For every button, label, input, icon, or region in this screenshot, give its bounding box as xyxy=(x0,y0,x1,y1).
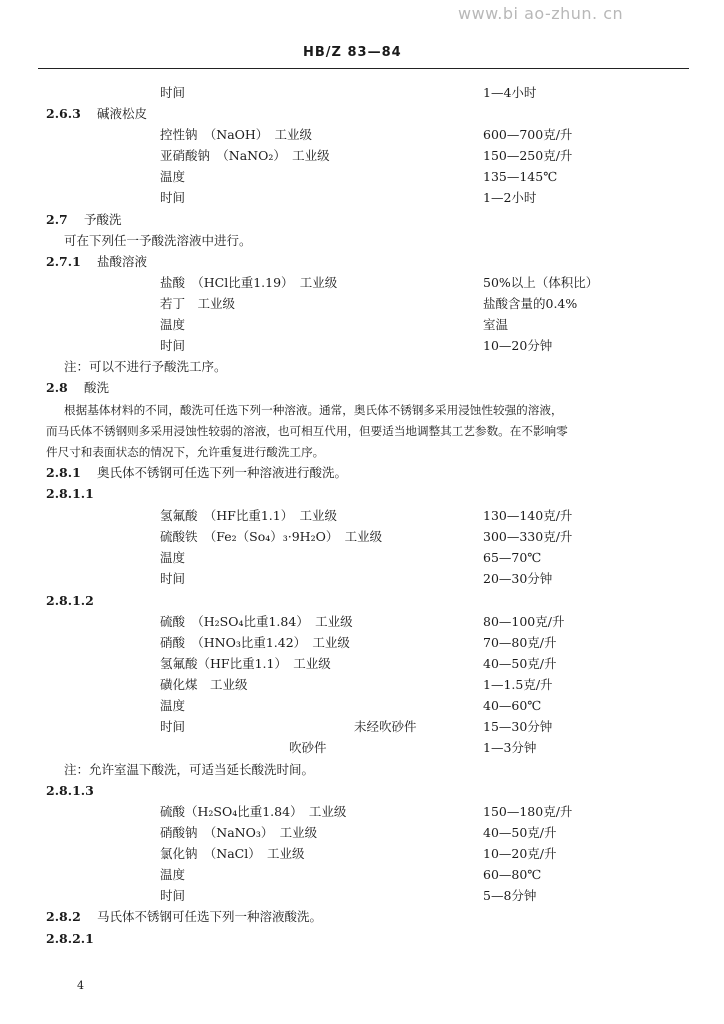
row-2-left: 控性钠 （NaOH） 工业级 xyxy=(160,127,313,142)
standard-code-header: HB/Z 83—84 xyxy=(303,45,402,60)
row-4-left: 温度 xyxy=(160,169,186,184)
section-2-8-1-2-number: 2.8.1.2 xyxy=(46,593,94,608)
row-21-right: 300—330克/升 xyxy=(483,529,573,544)
row-9-left: 盐酸 （HCl比重1.19） 工业级 xyxy=(160,275,338,290)
section-2-7-1-title: 盐酸溶液 xyxy=(97,254,148,269)
section-2-8-1-title: 奥氏体不锈钢可任选下列一种溶液进行酸洗。 xyxy=(97,465,348,480)
row-5-left: 时间 xyxy=(160,190,186,205)
section-2-6-3-title: 碱液松皮 xyxy=(97,106,148,121)
row-10-left: 若丁 工业级 xyxy=(160,296,236,311)
row-12-left: 时间 xyxy=(160,338,186,353)
section-2-8-title: 酸洗 xyxy=(84,380,110,395)
row-30-left: 时间 xyxy=(160,719,186,734)
paragraph-line-3: 件尺寸和表面状态的情况下，允许重复进行酸洗工序。 xyxy=(46,445,325,459)
row-34-left: 硫酸（H₂SO₄比重1.84） 工业级 xyxy=(160,804,347,819)
row-37-left: 温度 xyxy=(160,867,186,882)
watermark-text: www.bi ao-zhun. cn xyxy=(458,4,624,23)
section-2-7-title: 予酸洗 xyxy=(84,212,122,227)
row-0-right: 1—4小时 xyxy=(483,85,537,100)
row-31-mid: 吹砂件 xyxy=(289,740,327,755)
row-36-left: 氯化钠 （NaCl） 工业级 xyxy=(160,846,305,861)
row-20-right: 130—140克/升 xyxy=(483,508,573,523)
row-23-right: 20—30分钟 xyxy=(483,571,553,586)
section-2-8-2-number: 2.8.2 xyxy=(46,909,81,924)
note-1: 注：可以不进行予酸洗工序。 xyxy=(64,359,227,374)
row-38-right: 5—8分钟 xyxy=(483,888,537,903)
row-34-right: 150—180克/升 xyxy=(483,804,573,819)
row-30-right: 15—30分钟 xyxy=(483,719,553,734)
section-2-8-number: 2.8 xyxy=(46,380,68,395)
note-2: 注：允许室温下酸洗，可适当延长酸洗时间。 xyxy=(64,762,315,777)
row-25-left: 硫酸 （H₂SO₄比重1.84） 工业级 xyxy=(160,614,353,629)
section-2-8-1-number: 2.8.1 xyxy=(46,465,81,480)
row-7-text: 可在下列任一予酸洗溶液中进行。 xyxy=(64,233,252,248)
row-23-left: 时间 xyxy=(160,571,186,586)
row-35-left: 硝酸钠 （NaNO₃） 工业级 xyxy=(160,825,318,840)
section-2-7-1-number: 2.7.1 xyxy=(46,254,81,269)
row-26-right: 70—80克/升 xyxy=(483,635,557,650)
row-30-mid: 未经吹砂件 xyxy=(354,719,417,734)
section-2-7-number: 2.7 xyxy=(46,212,68,227)
row-29-right: 40—60℃ xyxy=(483,698,542,713)
paragraph-line-2: 而马氏体不锈钢则多采用浸蚀性较弱的溶液，也可相互代用，但要适当地调整其工艺参数。在不影响零 xyxy=(46,424,568,438)
row-4-right: 135—145℃ xyxy=(483,169,558,184)
row-2-right: 600—700克/升 xyxy=(483,127,573,142)
section-2-8-2-1-number: 2.8.2.1 xyxy=(46,931,94,946)
row-26-left: 硝酸 （HNO₃比重1.42） 工业级 xyxy=(160,635,350,650)
row-3-left: 亚硝酸钠 （NaNO₂） 工业级 xyxy=(160,148,330,163)
row-29-left: 温度 xyxy=(160,698,186,713)
row-31-right: 1—3分钟 xyxy=(483,740,537,755)
row-25-right: 80—100克/升 xyxy=(483,614,565,629)
header-rule xyxy=(38,68,689,69)
row-37-right: 60—80℃ xyxy=(483,867,542,882)
row-22-left: 温度 xyxy=(160,550,186,565)
row-38-left: 时间 xyxy=(160,888,186,903)
row-9-right: 50%以上（体积比） xyxy=(483,275,599,290)
page-number: 4 xyxy=(77,979,84,992)
section-2-8-1-1-number: 2.8.1.1 xyxy=(46,486,94,501)
row-28-left: 磺化煤 工业级 xyxy=(160,677,248,692)
row-11-right: 室温 xyxy=(483,317,509,332)
row-20-left: 氢氟酸 （HF比重1.1） 工业级 xyxy=(160,508,337,523)
section-2-6-3-number: 2.6.3 xyxy=(46,106,81,121)
row-36-right: 10—20克/升 xyxy=(483,846,557,861)
row-5-right: 1—2小时 xyxy=(483,190,537,205)
row-35-right: 40—50克/升 xyxy=(483,825,557,840)
row-12-right: 10—20分钟 xyxy=(483,338,553,353)
section-2-8-2-title: 马氏体不锈钢可任选下列一种溶液酸洗。 xyxy=(97,909,323,924)
row-3-right: 150—250克/升 xyxy=(483,148,573,163)
row-27-right: 40—50克/升 xyxy=(483,656,557,671)
row-21-left: 硫酸铁 （Fe₂（So₄）₃·9H₂O） 工业级 xyxy=(160,529,383,544)
row-11-left: 温度 xyxy=(160,317,186,332)
row-22-right: 65—70℃ xyxy=(483,550,542,565)
row-27-left: 氢氟酸（HF比重1.1） 工业级 xyxy=(160,656,331,671)
paragraph-line-1: 根据基体材料的不同，酸洗可任选下列一种溶液。通常，奥氏体不锈钢多采用浸蚀性较强的溶液， xyxy=(64,403,563,417)
row-0-left: 时间 xyxy=(160,85,186,100)
section-2-8-1-3-number: 2.8.1.3 xyxy=(46,783,94,798)
row-28-right: 1—1.5克/升 xyxy=(483,677,553,692)
row-10-right: 盐酸含量的0.4% xyxy=(483,296,578,311)
